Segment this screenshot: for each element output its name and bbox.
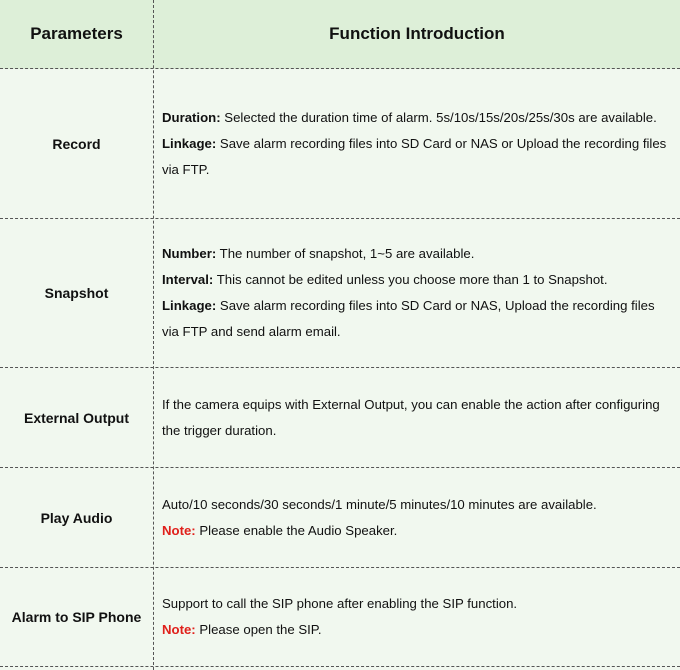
play-audio-note-line <box>162 518 672 544</box>
label-linkage: Linkage: <box>162 135 217 151</box>
param-record: Record <box>52 135 101 152</box>
table-header <box>0 0 680 69</box>
record-duration-line <box>162 105 672 131</box>
function-alarm-to-sip-phone <box>162 568 672 666</box>
table-row-snapshot <box>0 219 680 368</box>
param-play-audio: Play Audio <box>40 509 113 526</box>
text-linkage: Save alarm recording files into SD Card or NAS or Upload the recording files via FTP. <box>162 135 667 177</box>
header-function-introduction: Function Introduction <box>329 24 505 43</box>
label-duration: Duration: <box>162 109 221 125</box>
text-linkage: Save alarm recording files into SD Card or NAS, Upload the recording files via FTP and send alarm email. <box>162 298 655 339</box>
snapshot-linkage-line <box>162 293 672 345</box>
param-external-output: External Output <box>23 409 129 426</box>
table-row-record <box>0 69 680 219</box>
param-alarm-to-sip-phone: Alarm to SIP Phone <box>11 609 142 625</box>
snapshot-number-line <box>162 241 672 267</box>
note-text: Please enable the Audio Speaker. <box>195 522 398 538</box>
param-snapshot: Snapshot <box>44 285 109 301</box>
function-external-output <box>162 368 672 467</box>
text-number: The number of snapshot, 1~5 are available. <box>216 246 475 261</box>
table-row-play-audio <box>0 468 680 568</box>
header-parameters: Parameters <box>30 24 123 43</box>
table-row-external-output <box>0 368 680 468</box>
function-record <box>162 69 672 218</box>
label-linkage: Linkage: <box>162 298 217 313</box>
column-divider <box>153 0 154 670</box>
snapshot-interval-line <box>162 267 672 293</box>
label-interval: Interval: <box>162 272 214 287</box>
label-number: Number: <box>162 246 217 261</box>
play-audio-text: Auto/10 seconds/30 seconds/1 minute/5 minutes/10 minutes are available. <box>162 496 597 512</box>
record-linkage-line <box>162 131 672 183</box>
external-output-text: If the camera equips with External Output, you can enable the action after configuring the trigger duration. <box>162 396 660 438</box>
table-row-alarm-to-sip-phone <box>0 568 680 667</box>
note-label: Note: <box>162 522 196 538</box>
text-duration: Selected the duration time of alarm. 5s/10s/15s/20s/25s/30s are available. <box>220 109 657 125</box>
sip-note-line <box>162 617 672 643</box>
sip-text: Support to call the SIP phone after enabling the SIP function. <box>162 596 518 611</box>
text-interval: This cannot be edited unless you choose more than 1 to Snapshot. <box>213 272 608 287</box>
note-label: Note: <box>162 622 196 637</box>
note-text: Please open the SIP. <box>195 622 322 637</box>
function-play-audio <box>162 468 672 567</box>
function-snapshot <box>162 219 672 367</box>
